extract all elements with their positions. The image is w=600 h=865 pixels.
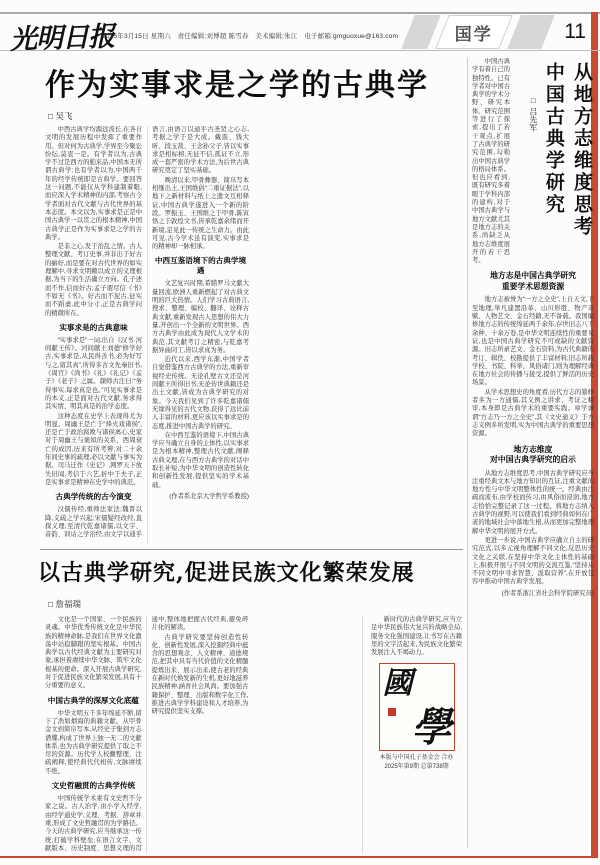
main-paragraph: 文艺复兴时期,希腊罗马文献大量回流,欧洲人重新燃起了对古典文明的巨大热情。人们学习古典语言,搜求、整理、编校、翻译、诠释古典文献,重新发现古人思想的伟大力量,开创出一个全新的文明世界。西方古典学由此成为现代人文学术的典范,其文献考订之精密,与乾嘉考据异曲同工,皆以求真为务。 xyxy=(152,280,249,354)
page-footer xyxy=(371,754,462,772)
right-article-headline xyxy=(516,62,594,258)
main-paragraph: 中西古典学均源远流长,在各自文明的发展历程中发挥了重要作用。但对何为古典学,学界至今聚讼纷纭,莫衷一是。有学者以为,古典学不过是西方的舶来品,中国本无所谓古典学;也有学者以为,中国两千年的经学传统即是古典学。要回答这一问题,不能仅从学科建制着眼,而应深入学术精神的内部,考察古今学者面对古代文献与古代世界的基本态度。本文以为,实事求是正是中国古典学一以贯之的根本精神,中国古典学正是作为实事求是之学的古典学。 xyxy=(45,126,142,241)
bottom-article-headline: 以古典学研究,促进民族文化繁荣发展 xyxy=(38,560,415,586)
section-badge-label: 国学 xyxy=(455,24,494,45)
section-badge xyxy=(435,15,513,49)
main-paragraph: “实事求是”一词,出自《汉书·河间献王传》。河间献王刘德“修学好古,实事求是,从民得善书,必为好写与之,留其真”,所得多古文先秦旧书,《周官》《尚书》《礼》《礼记》《孟子》《老子》之属。颜师古注曰:“务得事实,每求真是也。”可见实事求是的本义,正是面对古代文献,务求得其实情、明其真是的治学态度。 xyxy=(45,336,142,411)
page-number: 11 xyxy=(564,20,586,43)
footer-line-1: 本版与中国孔子基金会 合办 xyxy=(379,755,454,762)
bottom-subhead-1: 中国古典学的深厚文化底蕴 xyxy=(47,695,139,705)
main-subhead-3: 中西互鉴语境下的古典学境遇 xyxy=(154,256,247,276)
main-article-body xyxy=(45,126,463,544)
main-subhead-1: 实事求是的古典意味 xyxy=(59,322,128,332)
right-subhead-2 xyxy=(472,445,594,466)
right-author-note: (作者系浙江省社会科学院研究员) xyxy=(501,589,594,597)
right-subhead-2-line-1: 地方志维度 xyxy=(513,444,553,454)
bottom-article-divider xyxy=(40,549,463,550)
right-article-byline: □ 吕先军 xyxy=(528,96,538,132)
main-paragraph: 这种态度在史学上表现得尤为明显。周幽王是亡于“烽火戏诸侯”,还是亡于政治腐败与诸侯离心,史家对于周幽王与褒姒的关系、西周衰亡的成因,历来有所考辨;对二十余年间史事的疏理,必以文献与事实为据。司马迁作《史记》,网罗天下放失旧闻,考信于六艺,折中于夫子,正是实事求是精神在史学中的典范。 xyxy=(45,412,142,486)
main-paragraph: 晚清以来,甲骨彝器、简帛写本相继出土,王国维倡“二重证据法”,以地下之新材料与纸上之遗文互相释证,中国古典学遂进入一个新的阶段。罗振玉、王国维之于甲骨,陈寅恪之于敦煌文书,皆承乾嘉余绪而开新境,足见此一传统之生命力。由此可见,古今学术虽有演变,实事求是的精神却一脉相承。 xyxy=(152,176,249,251)
bottom-paragraph: 文化是一个国家、一个民族的灵魂。中华优秀传统文化是中华民族的精神命脉,是我们在世界文化激荡中站稳脚跟的坚实根基。中国古典学以古代经典文献为主要研究对象,承担着赓续中华文脉、筑牢文化根基的使命。深入开展古典学研究,对于促进民族文化繁荣发展,具有十分重要的意义。 xyxy=(45,616,142,690)
right-headline-line-1: 从地方志维度思考 xyxy=(571,62,593,238)
bottom-paragraph: 新时代的古典学研究,应当立足中华民族伟大复兴的战略全局,服务文化强国建设,让书写在古籍里的文字活起来,为民族文化繁荣发展注入不竭动力。 xyxy=(371,616,462,657)
main-article-headline: 作为实事求是之学的古典学 xyxy=(45,68,429,103)
right-paragraph: 地方志被誉为“一方之全史”,上自天文,下至地理,举凡建置沿革、山川形胜、物产贡赋、人物艺文、金石经籍,无不备载。我国编修地方志的传统绵延两千余年,存世旧志八千余种、十余万卷,是中华文明连续性的重要见证,也是中国古典学研究不可或缺的文献资源。旧志所录艺文、金石资料,为古代典籍的考订、辑佚、校勘提供了丰富材料;旧志所载学校、书院、科举、风俗诸门,则为理解经典在地方社会的传播与接受,提供了鲜活的历史场景。 xyxy=(472,296,594,387)
main-paragraph: 在中西互鉴的语境下,中国古典学应当确立自身的主体性,以实事求是为根本精神,整理古代文献,阐释古典义理,在与西方古典学的对话中取长补短,为中华文明的创造性转化和创新性发展,提供坚实的学术基础。 xyxy=(152,431,249,489)
red-seal-stamp-icon xyxy=(388,708,396,716)
bottom-article-column-4 xyxy=(362,616,462,854)
right-headline-line-2: 中国古典学研究 xyxy=(542,62,565,216)
right-paragraph: 从地方志维度思考,中国古典学研究应当注重经典文本与地方知识的互证,注重文献的地方性与中华文明整体性的统一。经典由注疏而流布,由学校而传习,由风俗而浸润,地方志恰恰完整记录了这一过程。将地方志纳入古典学的视野,可以使我们看到经典如何在广袤的地域社会中落地生根,从而更加完整地理解中华文明的展开方式。 xyxy=(472,469,594,535)
right-paragraph: 从学术思想史的角度看,历代方志的纂修者多为一方通儒,其义例之讲求、考证之精审,本身即是古典学术的重要实践。章学诚谓“方志乃一方之全史”,其《文史通义》于方志义例多所发明,实为中国古典学的重要思想资源。 xyxy=(472,388,594,438)
right-subhead-1-line-2: 重要学术思想资源 xyxy=(501,281,565,291)
footer-line-2: 2025年第9期 总第738期 xyxy=(384,764,449,771)
right-paragraph: 更进一步说,中国古典学应确立自主的研究范式,以多元视角理解不同文化,反思历史文化之关联,在坚持中华文化主体性的基础上,积极开展与不同文明的交流互鉴,“坚持从不同文明中寻求智慧、汲取营养”,在开放包容中推动中国古典学发展。 xyxy=(472,536,594,586)
right-paragraph: 中国古典学有着自己的独特性。已有学者对中国古典学的学术分野、研究本体、研究范围等进行了探索,提出了若干观点,扩展了古典学的研究范围,勾勒出中国古典学的格局体系。但也应看到,既有研究多着眼于学科内部的建构,对于中国古典学与地方文献尤其是地方志的关系,尚缺乏从地方志维度展开的若干思考。 xyxy=(472,58,510,265)
main-paragraph: 是非之心,发于治乱之情。古人整理文献、考订史事,并非出于好古的癖好,而是要在对古代世界的如实理解中,寻求文明赖以成立的义理根据,为当下的生活确立方向。孔子述而不作,信而好古;孟子谓尽信《书》不如无《书》。好古而不泥古,征实而不蹈虚,此中分寸,正是古典学问的精微所在。 xyxy=(45,243,142,317)
bottom-paragraph: 中国传统学术素有文史哲不分家之说。古人治学,由小学入经学,由经学通史学,义理、考据、辞章并重,形成了文史哲融贯的为学路径。今天的古典学研究,应当继承这一传统,打破学科壁垒,在语言文字、文献版本、历史制度、思想义理的贯通中,整体地把握古代经典,避免碎片化的解读。 xyxy=(45,616,249,852)
bottom-red-rule xyxy=(0,856,591,858)
main-paragraph: 近代以来,西学东渐,中国学者自觉借鉴西方古典学的方法,重新审视经史传统。无论孔壁古文还是河间献王所得旧书,无论传世典籍还是出土文献,皆成为古典学研究的对象。今天我们见到了许多乾嘉诸儒无缘得见的古代文物,获得了远比前人丰富的材料,更应该以实事求是的态度,推进中国古典学的研究。 xyxy=(152,356,249,430)
seal-char-xue: 學 xyxy=(411,703,452,751)
bottom-paragraph: 中华文明五千多年绵延不断,留下了浩如烟海的典籍文献。从甲骨金文到简帛写本,从经史子集到方志谱牒,构成了世界上独一无二的文献体系,也为古典学研究提供了取之不尽的资源。历代学人校雠整理、注疏阐释,使经典代代相传,文脉赓续不绝。 xyxy=(45,709,142,775)
right-subhead-2-line-2: 对中国古典学研究的启示 xyxy=(490,455,576,465)
main-paragraph: 汉儒传经,重师法家法;魏晋以降,义疏之学兴起;宋儒疑经改经,直探义理;至清代乾嘉诸儒,以文字、音韵、训诂之学治经,由文字以通乎语言,由语言以通乎古圣贤之心志,考据之学于是大成。戴震、钱大昕、段玉裁、王念孙父子,皆以实事求是相标榜,无征不信,孤证不立,形成一套严密的学术方法,为后世古典研究奠定了坚实基础。 xyxy=(45,126,249,539)
bottom-paragraph: 古典学研究要坚持创造性转化、创新性发展,深入挖掘经典中蕴含的思想观念、人文精神、道德规范,把其中具有当代价值的文化精髓提炼出来、展示出来,使古老的经典在新时代焕发新的生机,更好地滋养民族精神,涵育社会风尚。要加强古籍保护、整理、出版和数字化工作,推进古典学学科建设和人才培养,为研究提供坚实支撑。 xyxy=(151,633,249,716)
guoxue-seal xyxy=(379,663,455,751)
right-subhead-1-line-1: 地方志是中国古典学研究 xyxy=(490,271,576,281)
right-subhead-1 xyxy=(472,271,594,292)
main-subhead-2: 古典学传统的古今演变 xyxy=(55,492,132,502)
masthead-logo: 光明日报 xyxy=(9,21,115,56)
main-article-byline: □ 吴飞 xyxy=(48,111,73,121)
seal-char-guo: 國 xyxy=(382,666,413,702)
right-article xyxy=(472,58,594,830)
bottom-article-byline: □ 詹福瑞 xyxy=(48,599,81,609)
masthead-dateline: 2025年3月15日 星期六 责任编辑:刘博超 陈雪春 美术编辑:朱江 电子邮箱:gmguoxue@163.com xyxy=(102,33,399,40)
bottom-article-body xyxy=(45,616,355,854)
right-column-divider xyxy=(467,58,468,848)
bottom-subhead-2: 文史哲融贯的古典学传统 xyxy=(51,781,136,791)
badge-slab-left xyxy=(401,15,441,49)
main-author-note: (作者系北京大学哲学系教授) xyxy=(169,492,249,500)
section-badge-band xyxy=(408,14,590,50)
